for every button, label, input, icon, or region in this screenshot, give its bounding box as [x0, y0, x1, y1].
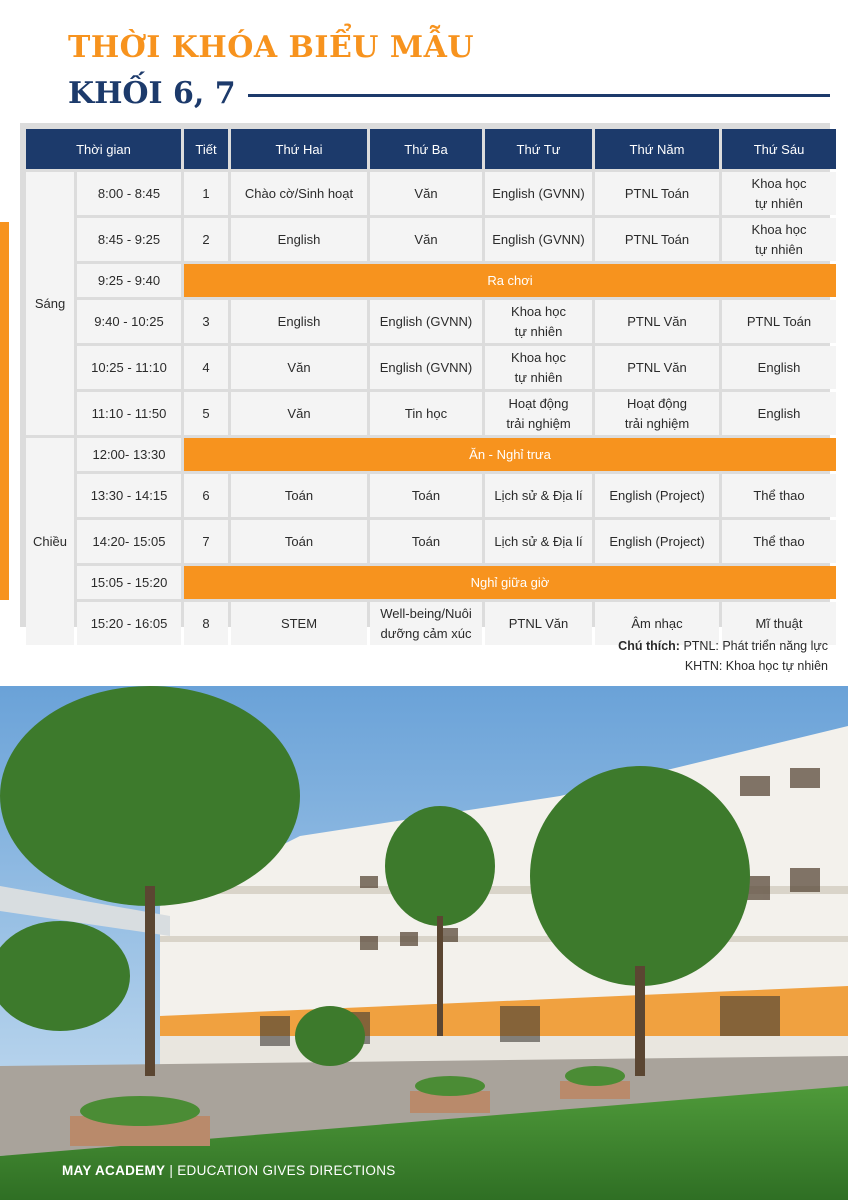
subject-cell-monday: STEM — [231, 602, 367, 645]
subject-cell-tuesday: Tin học — [370, 392, 482, 435]
session-morning: Sáng — [26, 172, 74, 435]
subject-cell-tuesday: English (GVNN) — [370, 300, 482, 343]
table-row — [26, 300, 836, 343]
header-period: Tiết — [184, 129, 228, 169]
time-cell: 9:40 - 10:25 — [77, 300, 181, 343]
break-row — [26, 566, 836, 599]
header-tuesday: Thứ Ba — [370, 129, 482, 169]
subject-cell-monday: English — [231, 300, 367, 343]
subject-cell-thursday: PTNL Toán — [595, 218, 719, 261]
subject-cell-monday: Toán — [231, 520, 367, 563]
period-cell: 7 — [184, 520, 228, 563]
subject-cell-thursday: Âm nhạc — [595, 602, 719, 645]
period-cell: 5 — [184, 392, 228, 435]
subject-cell-wednesday: Hoạt động trải nghiệm — [485, 392, 592, 435]
subject-cell-tuesday: Văn — [370, 172, 482, 215]
footer-tagline: EDUCATION GIVES DIRECTIONS — [177, 1163, 396, 1178]
subject-cell-thursday: PTNL Toán — [595, 172, 719, 215]
time-cell: 15:20 - 16:05 — [77, 602, 181, 645]
time-cell: 8:45 - 9:25 — [77, 218, 181, 261]
table-row — [26, 474, 836, 517]
legend-label: Chú thích: — [618, 639, 680, 653]
time-cell: 8:00 - 8:45 — [77, 172, 181, 215]
page-subtitle: KHỐI 6, 7 — [68, 75, 236, 111]
subject-cell-monday: Toán — [231, 474, 367, 517]
break-cell: Ra chơi — [184, 264, 836, 297]
subject-cell-wednesday: PTNL Văn — [485, 602, 592, 645]
period-cell: 1 — [184, 172, 228, 215]
subject-cell-wednesday: Khoa học tự nhiên — [485, 346, 592, 389]
subject-cell-thursday: PTNL Văn — [595, 300, 719, 343]
subject-cell-friday: Thể thao — [722, 520, 836, 563]
header-time: Thời gian — [26, 129, 181, 169]
legend-khtn: KHTN: Khoa học tự nhiên — [684, 659, 828, 673]
side-accent-bar — [0, 222, 9, 600]
time-cell: 11:10 - 11:50 — [77, 392, 181, 435]
subject-cell-friday: PTNL Toán — [722, 300, 836, 343]
timetable-container — [20, 123, 830, 641]
subject-cell-tuesday: English (GVNN) — [370, 346, 482, 389]
subject-cell-wednesday: Lịch sử & Địa lí — [485, 520, 592, 563]
subject-cell-tuesday: Toán — [370, 474, 482, 517]
legend — [618, 636, 828, 676]
time-cell: 14:20- 15:05 — [77, 520, 181, 563]
subject-cell-monday: English — [231, 218, 367, 261]
subject-cell-wednesday: English (GVNN) — [485, 218, 592, 261]
subject-cell-friday: English — [722, 346, 836, 389]
header-wednesday: Thứ Tư — [485, 129, 592, 169]
subject-cell-monday: Chào cờ/Sinh hoạt — [231, 172, 367, 215]
subject-cell-wednesday: English (GVNN) — [485, 172, 592, 215]
footer — [62, 1163, 396, 1178]
subject-cell-tuesday: Toán — [370, 520, 482, 563]
footer-brand: MAY ACADEMY — [62, 1163, 166, 1178]
time-cell: 13:30 - 14:15 — [77, 474, 181, 517]
break-cell: Nghỉ giữa giờ — [184, 566, 836, 599]
table-row — [26, 520, 836, 563]
header-monday: Thứ Hai — [231, 129, 367, 169]
table-row — [26, 218, 836, 261]
time-cell: 15:05 - 15:20 — [77, 566, 181, 599]
time-cell: 12:00- 13:30 — [77, 438, 181, 471]
subtitle-row — [68, 74, 830, 112]
title-divider — [248, 94, 830, 97]
subject-cell-thursday: English (Project) — [595, 520, 719, 563]
subject-cell-friday: Thể thao — [722, 474, 836, 517]
subject-cell-friday: Khoa học tự nhiên — [722, 218, 836, 261]
period-cell: 2 — [184, 218, 228, 261]
subject-cell-friday: Khoa học tự nhiên — [722, 172, 836, 215]
break-row — [26, 438, 836, 471]
header-thursday: Thứ Năm — [595, 129, 719, 169]
page-title: THỜI KHÓA BIỂU MẪU — [68, 30, 475, 65]
subject-cell-monday: Văn — [231, 392, 367, 435]
header-row — [26, 129, 836, 169]
subject-cell-monday: Văn — [231, 346, 367, 389]
subject-cell-thursday: English (Project) — [595, 474, 719, 517]
table-row — [26, 346, 836, 389]
subject-cell-friday: English — [722, 392, 836, 435]
subject-cell-thursday: PTNL Văn — [595, 346, 719, 389]
school-building-image — [0, 686, 848, 1200]
period-cell: 8 — [184, 602, 228, 645]
time-cell: 9:25 - 9:40 — [77, 264, 181, 297]
period-cell: 4 — [184, 346, 228, 389]
subject-cell-tuesday: Văn — [370, 218, 482, 261]
table-row — [26, 172, 836, 215]
subject-cell-wednesday: Lịch sử & Địa lí — [485, 474, 592, 517]
subject-cell-thursday: Hoạt động trải nghiệm — [595, 392, 719, 435]
subject-cell-wednesday: Khoa học tự nhiên — [485, 300, 592, 343]
table-row — [26, 392, 836, 435]
footer-separator: | — [165, 1163, 178, 1178]
period-cell: 6 — [184, 474, 228, 517]
break-cell: Ăn - Nghỉ trưa — [184, 438, 836, 471]
break-row — [26, 264, 836, 297]
session-afternoon: Chiều — [26, 438, 74, 645]
school-photo — [0, 686, 848, 1200]
timetable — [23, 126, 839, 648]
header-friday: Thứ Sáu — [722, 129, 836, 169]
subject-cell-tuesday: Well-being/Nuôi dưỡng cảm xúc — [370, 602, 482, 645]
period-cell: 3 — [184, 300, 228, 343]
subject-cell-friday: Mĩ thuật — [722, 602, 836, 645]
legend-ptnl: PTNL: Phát triển năng lực — [679, 639, 828, 653]
time-cell: 10:25 - 11:10 — [77, 346, 181, 389]
